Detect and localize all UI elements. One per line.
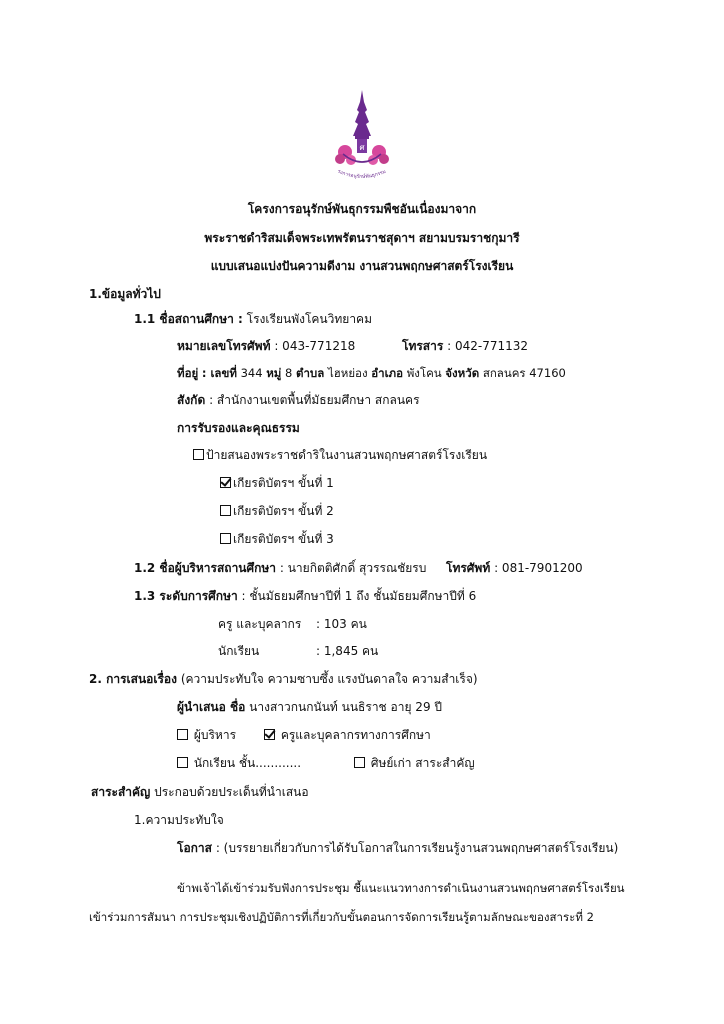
address-no-label: : เลขที่ [201, 366, 237, 380]
cert-level-2-checkbox[interactable] [220, 505, 231, 516]
affiliation-label: สังกัด [177, 393, 206, 407]
role-administrator-row [177, 727, 236, 743]
fax-value: : 042-771132 [447, 339, 529, 353]
affiliation-value: : สำนักงานเขตพื้นที่มัธยมศึกษา สกลนคร [209, 393, 420, 407]
cert-level-1-label: เกียรติบัตรฯ ขั้นที่ 1 [233, 476, 334, 490]
education-level-value: : ชั้นมัธยมศึกษาปีที่ 1 ถึง ชั้นมัธยมศึกษาปีที่ 6 [241, 589, 477, 603]
students-label: นักเรียน [218, 644, 260, 658]
role-administrator-label: ผู้บริหาร [193, 728, 237, 742]
royal-sign-label: ป้ายสนองพระราชดำริในงานสวนพฤกษศาสตร์โรงเรียน [206, 448, 488, 462]
opportunity-value: : (บรรยายเกี่ยวกับการได้รับโอกาสในการเรียนรู้งานสวนพฤกษศาสตร์โรงเรียน) [215, 841, 619, 855]
opportunity-row [177, 840, 618, 856]
role-student-label: นักเรียน ชั้น............ [193, 756, 302, 770]
education-level-row [134, 588, 476, 604]
svg-text:ศ: ศ [359, 143, 365, 152]
role-alumni-label: ศิษย์เก่า สาระสำคัญ [370, 756, 475, 770]
section2-title: 2. การเสนอเรื่อง [89, 672, 177, 686]
plant-conservation-logo [331, 88, 393, 180]
essence-label: สาระสำคัญ [91, 785, 151, 799]
cert-level-3-label: เกียรติบัตรฯ ขั้นที่ 3 [233, 532, 334, 546]
address-no-value: 344 [240, 366, 263, 380]
director-phone-row [446, 560, 583, 576]
director-label: 1.2 ชื่อผู้บริหารสถานศึกษา [134, 561, 277, 575]
address-row [177, 365, 566, 381]
section2-title-row [89, 671, 478, 687]
opportunity-label: โอกาส [177, 841, 212, 855]
role-student-row [177, 755, 301, 771]
role-administrator-checkbox[interactable] [177, 729, 188, 740]
cert-level-1-checkbox[interactable] [220, 477, 231, 488]
paragraph-line-2: เข้าร่วมการสัมนา การประชุมเชิงปฏิบัติการที่เกี่ยวกับขั้นตอนการจัดการเรียนรู้ตามลักษณะของสาระที่ 2 [89, 910, 594, 924]
role-teacher-checkbox[interactable] [264, 729, 275, 740]
cert-level-1-row [220, 475, 334, 491]
director-phone-label: โทรศัพท์ [446, 561, 491, 575]
royal-sign-row [193, 447, 487, 463]
role-alumni-checkbox[interactable] [354, 757, 365, 768]
address-tambon-value: ไฮหย่อง [327, 366, 368, 380]
school-row [134, 311, 372, 327]
teachers-label: ครู และบุคลากร [218, 617, 302, 631]
director-row [134, 560, 426, 576]
phone-value: : 043-771218 [274, 339, 356, 353]
essence-value: ประกอบด้วยประเด็นที่นำเสนอ [154, 785, 309, 799]
essence-row [91, 784, 309, 800]
phone-row [177, 338, 355, 354]
header-line-3: แบบเสนอแบ่งปันความดีงาม งานสวนพฤกษศาสตร์โรงเรียน [210, 259, 514, 273]
role-alumni-row [354, 755, 475, 771]
presenter-row [177, 699, 442, 715]
certification-title: การรับรองและคุณธรรม [177, 421, 300, 435]
section2-subtitle: (ความประทับใจ ความซาบซึ้ง แรงบันดาลใจ ความสำเร็จ) [180, 672, 478, 686]
paragraph-line-1: ข้าพเจ้าได้เข้าร่วมรับฟังการประชุม ชี้แนะแนวทางการดำเนินงานสวนพฤกษศาสตร์โรงเรียน [177, 881, 625, 895]
presenter-value: นางสาวกนกนันท์ นนธิราช อายุ 29 ปี [249, 700, 443, 714]
royal-sign-checkbox[interactable] [193, 449, 204, 460]
address-tambon-label: ตำบล [296, 366, 325, 380]
section1-title: 1.ข้อมูลทั่วไป [89, 287, 161, 301]
cert-level-2-label: เกียรติบัตรฯ ขั้นที่ 2 [233, 504, 334, 518]
header-line-1: โครงการอนุรักษ์พันธุกรรมพืชอันเนื่องมาจาก [247, 202, 477, 216]
fax-row [402, 338, 528, 354]
director-phone-value: : 081-7901200 [494, 561, 583, 575]
address-province-label: จังหวัด [445, 366, 480, 380]
address-amphoe-label: อำเภอ [371, 366, 404, 380]
phone-label: หมายเลขโทรศัพท์ [177, 339, 271, 353]
svg-text:โครงการอนุรักษ์พันธุกรรมพืช: รงการอนุรักษ์พันธุกรรม [336, 168, 387, 180]
address-moo-label: หมู่ [266, 366, 282, 380]
role-student-checkbox[interactable] [177, 757, 188, 768]
fax-label: โทรสาร [402, 339, 444, 353]
cert-level-3-row [220, 531, 334, 547]
school-value: โรงเรียนพังโคนวิทยาคม [246, 312, 372, 326]
school-label: 1.1 ชื่อสถานศึกษา : [134, 312, 243, 326]
teachers-value: : 103 คน [316, 617, 367, 631]
address-moo-value: 8 [285, 366, 293, 380]
address-province-value: สกลนคร 47160 [482, 366, 566, 380]
role-teacher-label: ครูและบุคลากรทางการศึกษา [280, 728, 431, 742]
impression-item: 1.ความประทับใจ [134, 813, 224, 827]
cert-level-2-row [220, 503, 334, 519]
address-label: ที่อยู่ [177, 366, 199, 380]
director-value: : นายกิตติศักดิ์ สุวรรณชัยรบ [279, 561, 427, 575]
role-teacher-row [264, 727, 431, 743]
presenter-label: ผู้นำเสนอ ชื่อ [177, 700, 246, 714]
cert-level-3-checkbox[interactable] [220, 533, 231, 544]
students-value: : 1,845 คน [316, 644, 379, 658]
address-amphoe-value: พังโคน [406, 366, 442, 380]
education-level-label: 1.3 ระดับการศึกษา [134, 589, 238, 603]
header-line-2: พระราชดำริสมเด็จพระเทพรัตนราชสุดาฯ สยามบรมราชกุมารี [204, 231, 520, 245]
affiliation-row [177, 392, 420, 408]
